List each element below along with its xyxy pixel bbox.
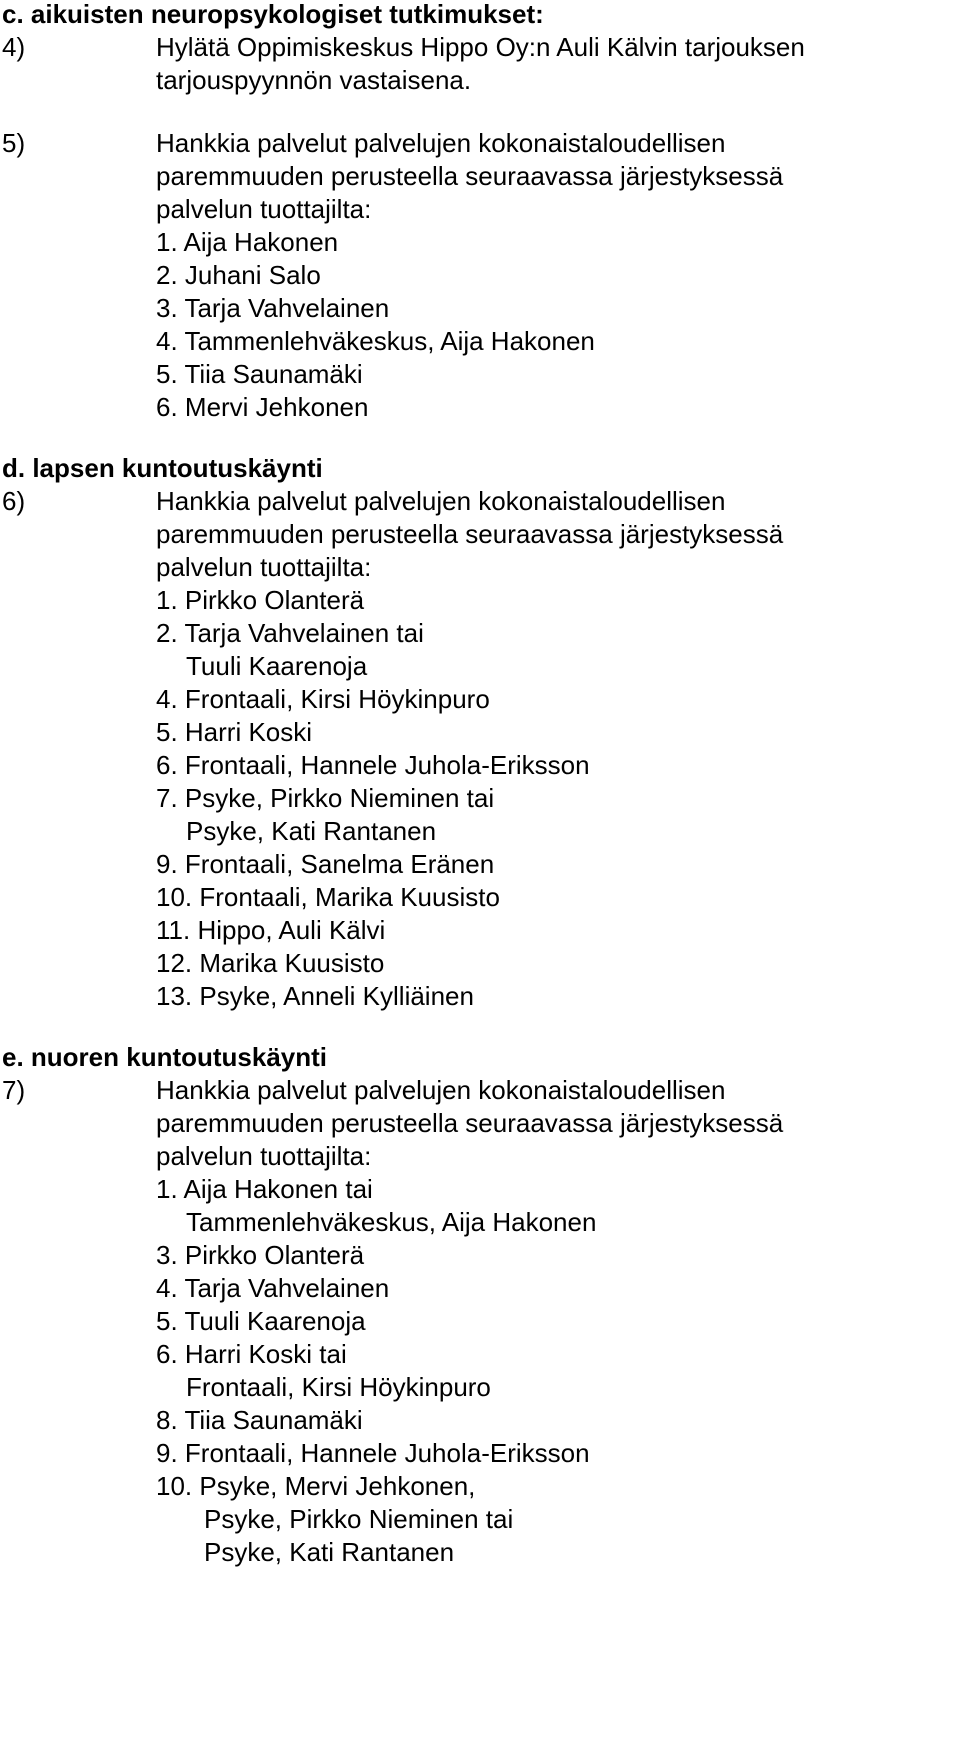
list-item: 6. Frontaali, Hannele Juhola-Eriksson [156, 750, 590, 780]
list-item: 10. Frontaali, Marika Kuusisto [156, 882, 500, 912]
item-7-line-1: Hankkia palvelut palvelujen kokonaistaloudellisen [156, 1075, 726, 1105]
list-item: 1. Aija Hakonen tai [156, 1174, 373, 1204]
list-item: 3. Pirkko Olanterä [156, 1240, 365, 1270]
list-item: 3. Tarja Vahvelainen [156, 293, 390, 323]
list-item: 4. Frontaali, Kirsi Höykinpuro [156, 684, 490, 714]
list-item: Tammenlehväkeskus, Aija Hakonen [186, 1207, 597, 1237]
item-6-line-1: Hankkia palvelut palvelujen kokonaistaloudellisen [156, 486, 726, 516]
list-item: Tuuli Kaarenoja [186, 651, 368, 681]
item-6-number: 6) [2, 486, 26, 516]
item-5-line-2: paremmuuden perusteella seuraavassa järjestyksessä [156, 161, 784, 191]
list-item: 10. Psyke, Mervi Jehkonen, [156, 1471, 476, 1501]
list-item: 9. Frontaali, Sanelma Eränen [156, 849, 495, 879]
list-item: 4. Tarja Vahvelainen [156, 1273, 390, 1303]
item-7-number: 7) [2, 1075, 26, 1105]
item-4-line-1: Hylätä Oppimiskeskus Hippo Oy:n Auli Kälvin tarjouksen [156, 32, 805, 62]
list-item: Psyke, Kati Rantanen [204, 1537, 455, 1567]
list-item: 6. Harri Koski tai [156, 1339, 347, 1369]
list-item: 5. Tuuli Kaarenoja [156, 1306, 366, 1336]
item-7-line-3: palvelun tuottajilta: [156, 1141, 372, 1171]
list-item: 1. Aija Hakonen [156, 227, 339, 257]
list-item: 1. Pirkko Olanterä [156, 585, 365, 615]
item-5-line-1: Hankkia palvelut palvelujen kokonaistaloudellisen [156, 128, 726, 158]
list-item: 5. Harri Koski [156, 717, 313, 747]
item-5-number: 5) [2, 128, 26, 158]
item-7-line-2: paremmuuden perusteella seuraavassa järjestyksessä [156, 1108, 784, 1138]
list-item: 7. Psyke, Pirkko Nieminen tai [156, 783, 495, 813]
item-6-line-3: palvelun tuottajilta: [156, 552, 372, 582]
list-item: 13. Psyke, Anneli Kylliäinen [156, 981, 474, 1011]
item-4-line-2: tarjouspyynnön vastaisena. [156, 65, 472, 95]
section-c-heading: c. aikuisten neuropsykologiset tutkimukset: [2, 0, 544, 29]
item-5-line-3: palvelun tuottajilta: [156, 194, 372, 224]
list-item: 2. Tarja Vahvelainen tai [156, 618, 424, 648]
list-item: 11. Hippo, Auli Kälvi [156, 915, 386, 945]
list-item: 8. Tiia Saunamäki [156, 1405, 363, 1435]
section-e-heading: e. nuoren kuntoutuskäynti [2, 1042, 328, 1072]
list-item: 2. Juhani Salo [156, 260, 321, 290]
list-item: Psyke, Pirkko Nieminen tai [204, 1504, 514, 1534]
item-4-number: 4) [2, 32, 26, 62]
item-6-line-2: paremmuuden perusteella seuraavassa järjestyksessä [156, 519, 784, 549]
list-item: 5. Tiia Saunamäki [156, 359, 363, 389]
list-item: 12. Marika Kuusisto [156, 948, 385, 978]
list-item: 4. Tammenlehväkeskus, Aija Hakonen [156, 326, 595, 356]
list-item: 9. Frontaali, Hannele Juhola-Eriksson [156, 1438, 590, 1468]
list-item: Frontaali, Kirsi Höykinpuro [186, 1372, 491, 1402]
list-item: Psyke, Kati Rantanen [186, 816, 437, 846]
list-item: 6. Mervi Jehkonen [156, 392, 369, 422]
section-d-heading: d. lapsen kuntoutuskäynti [2, 453, 323, 483]
